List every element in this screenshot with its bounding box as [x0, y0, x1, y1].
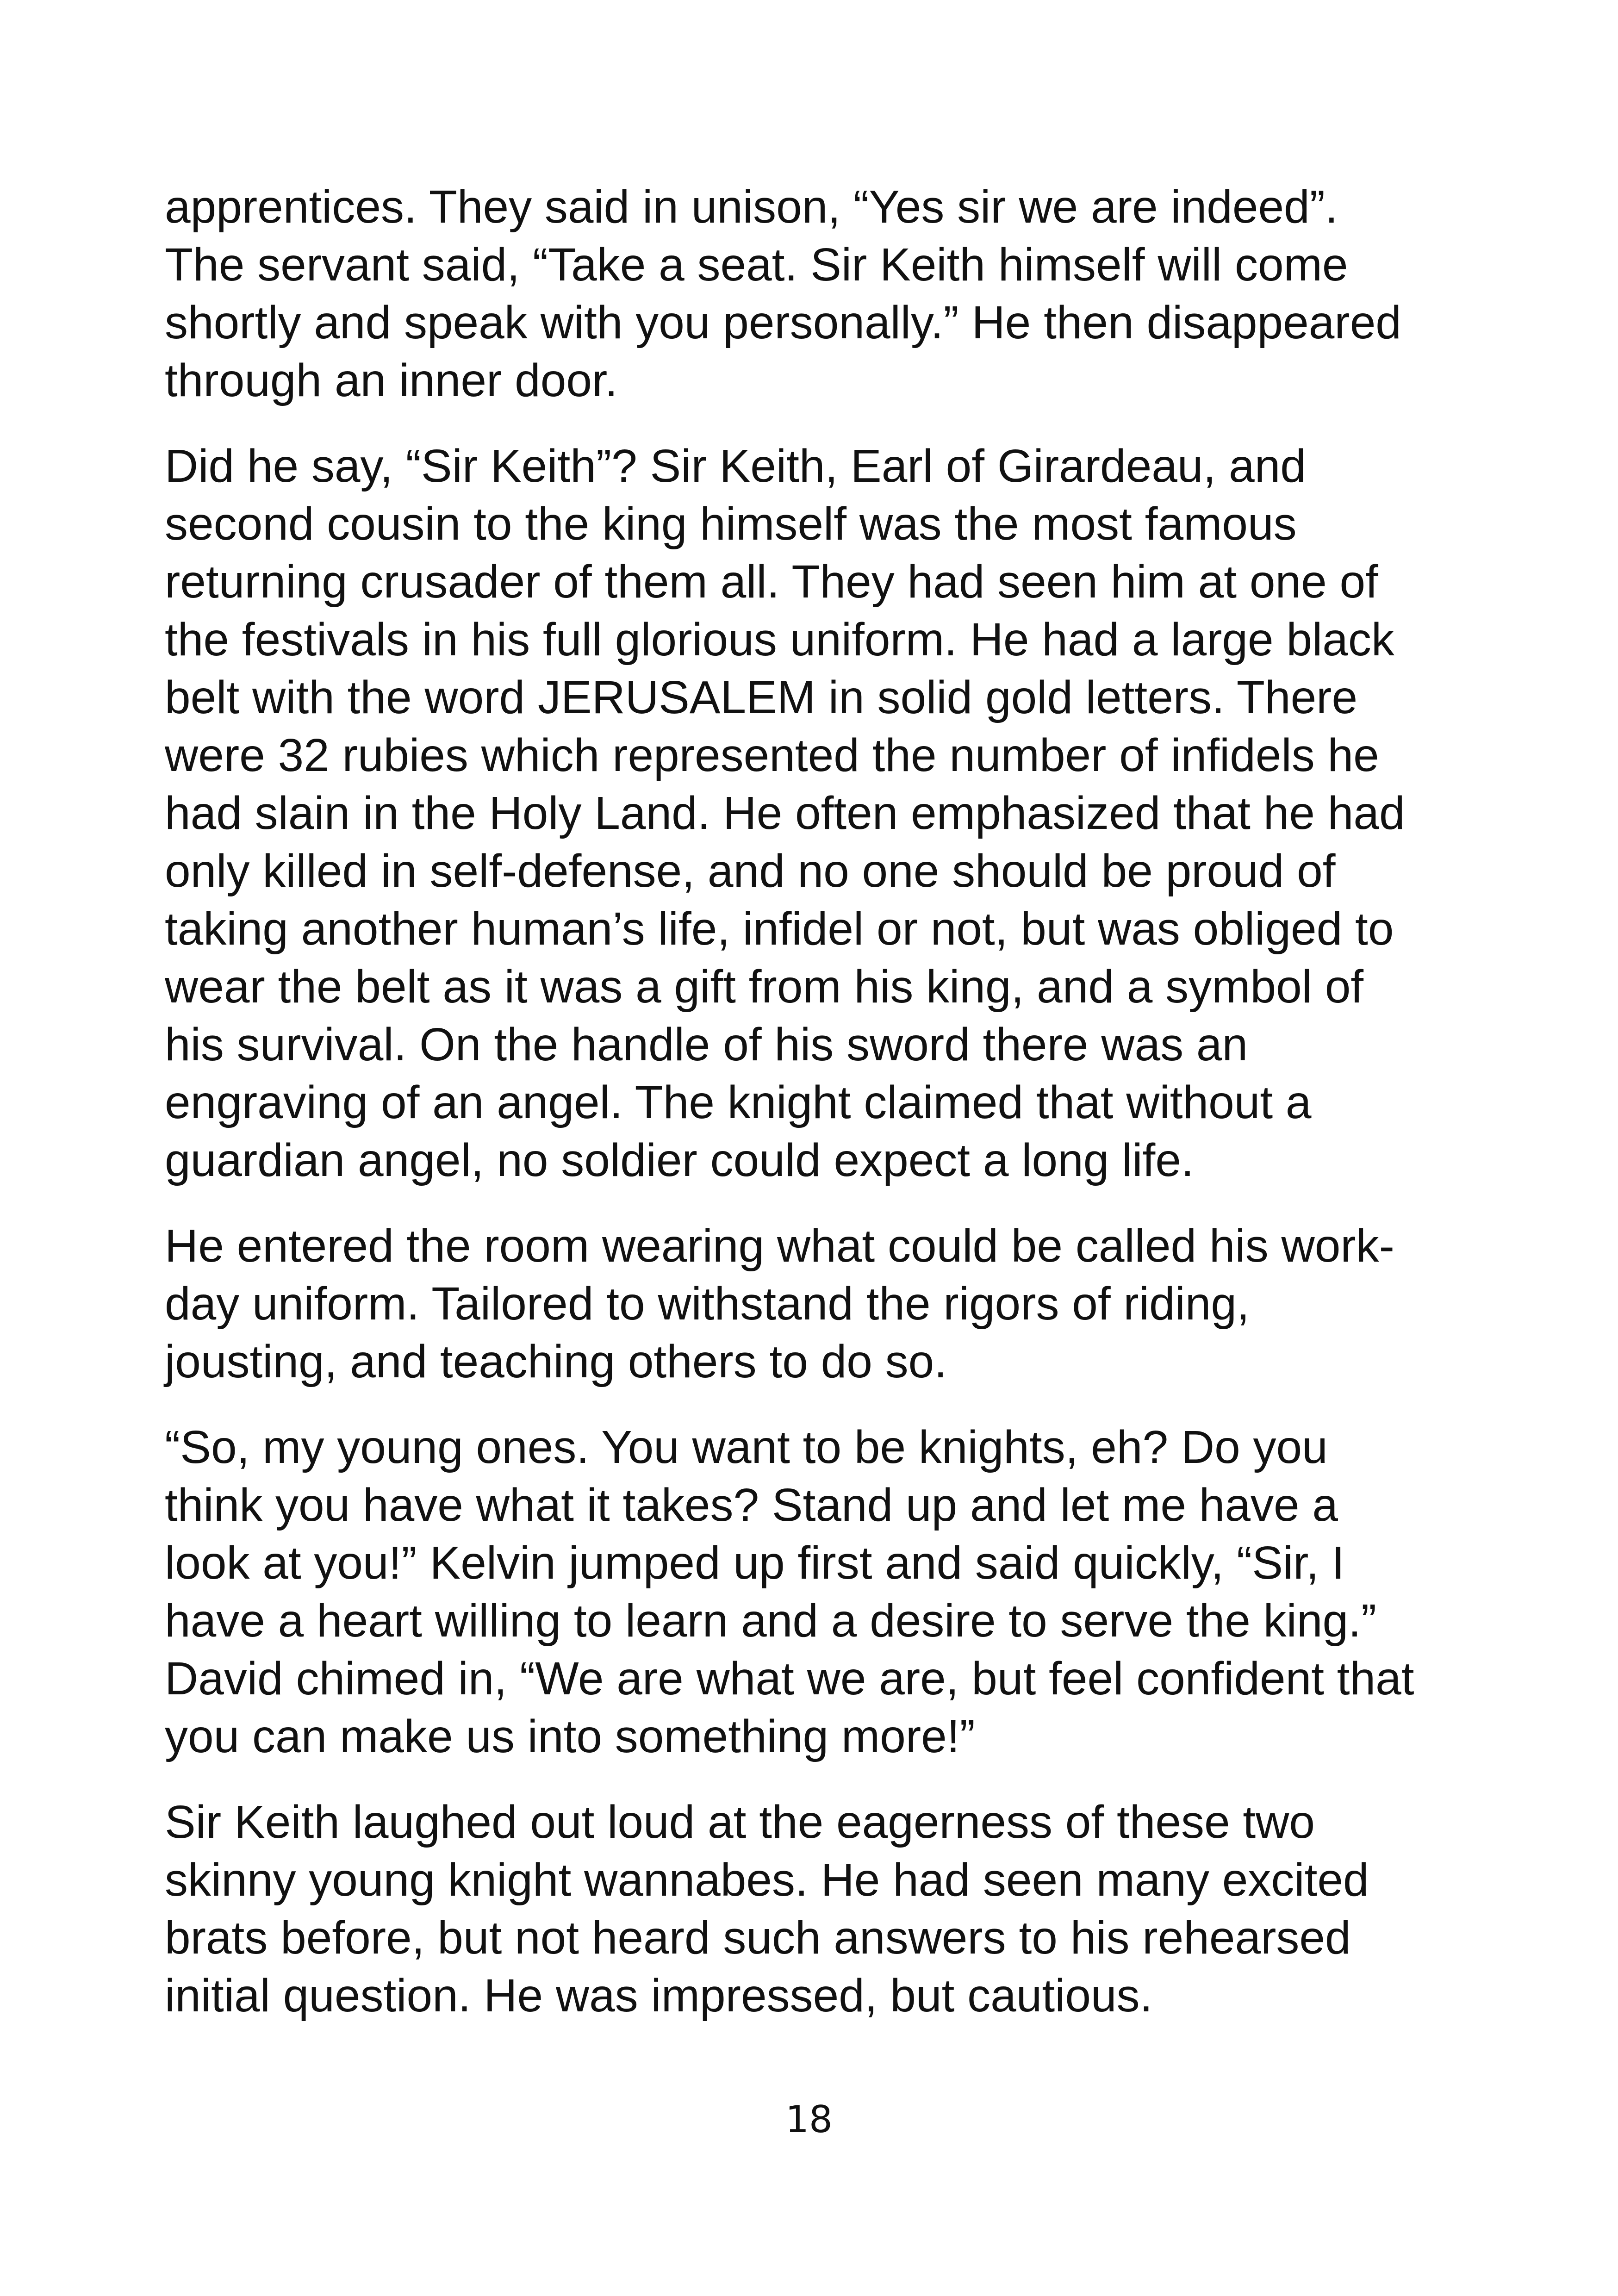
paragraph-3: He entered the room wearing what could be called his work- day uniform. Tailored to withstand the rigors of riding, jousting, and teaching others to do so. — [165, 1220, 1394, 1388]
paragraph-2: Did he say, “Sir Keith”? Sir Keith, Earl of Girardeau, and second cousin to the king himself was the most famous returning crusader of them all. They had seen him at one of the festivals in his full glorious uniform. He had a large black belt with the word JERUSALEM in solid gold letters. There were 32 rubies which represented the number of infidels he had slain in the Holy Land. He often emphasized that he had only killed in self-defense, and no one should be proud of taking another human’s life, infidel or not, but was obliged to wear the belt as it was a gift from his king, and a symbol of his survival. On the handle of his sword there was an engraving of an angel. The knight claimed that without a guardian angel, no soldier could expect a long life. — [165, 440, 1405, 1186]
page-number: 18 — [785, 2098, 833, 2141]
paragraph-1: apprentices. They said in unison, “Yes sir we are indeed”. The servant said, “Take a seat. Sir Keith himself will come shortly and speak with you personally.” He then disappeared through an inner door. — [165, 181, 1401, 406]
body-text — [165, 178, 1484, 2053]
paragraph-5: Sir Keith laughed out loud at the eagerness of these two skinny young knight wannabes. He had seen many excited brats before, but not heard such answers to his rehearsed initial question. He was impressed, but cautious. — [165, 1796, 1369, 2022]
paragraph-4: “So, my young ones. You want to be knights, eh? Do you think you have what it takes? Stand up and let me have a look at you!” Kelvin jumped up first and said quickly, “Sir, I have a heart willing to learn and a desire to serve the king.” David chimed in, “We are what we are, but feel confident that you can make us into something more!” — [165, 1421, 1414, 1762]
